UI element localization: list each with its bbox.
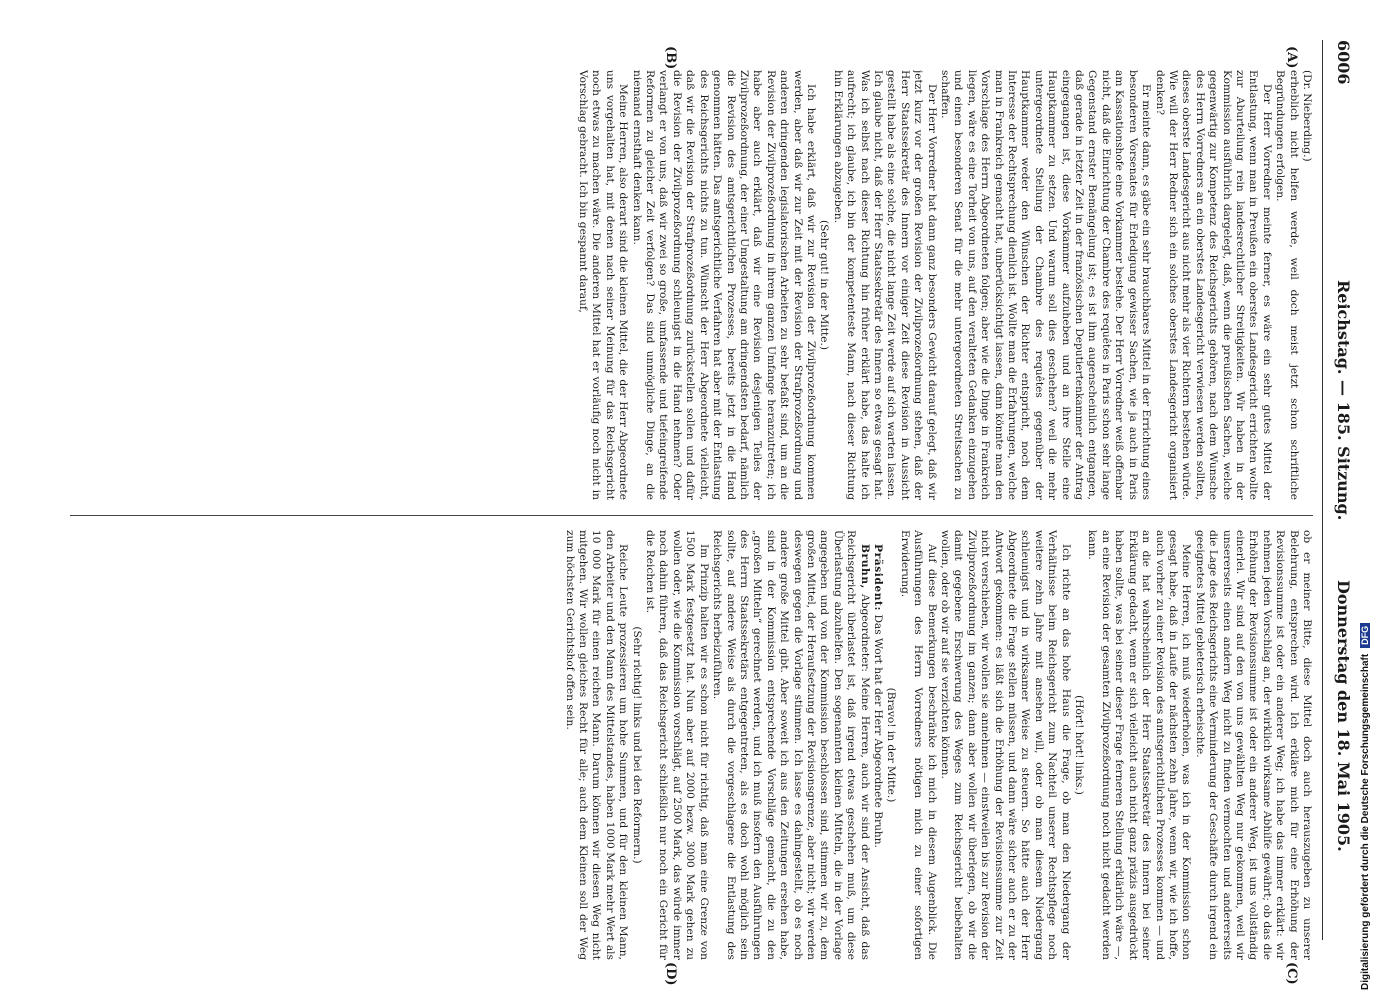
page-number: 6006 — [1334, 40, 1353, 85]
right-running-title: Donnerstag den 18. Mai 1905. — [1334, 580, 1353, 852]
interjection: (Bravo! in der Mitte.) — [885, 687, 898, 803]
credit-text: Digitalisierung gefördert durch die Deutsche Forschungsgemeinschaft — [1360, 653, 1371, 990]
page-header — [1325, 40, 1353, 940]
bruhn-paragraph — [710, 530, 871, 960]
paragraph: Meine Herren, also derart sind die kleinen Mittel, die der Herr Abgeordnete uns vorgehalten hat, mit denen nach seiner Meinung für das Reichsgericht noch etwas zu machen wäre. Die anderen Mittel hat er vorläufig noch nicht in Vorschlag gebracht. Ich bin gespannt darauf, — [577, 70, 630, 500]
margin-mark-b: (B) — [663, 46, 678, 70]
paragraph: Auf diese Bemerkungen beschränke ich mich in diesem Augenblick. Die Ausführungen des Herrn Vorredners nötigen mich zu einer sofortigen Erwiderung. — [898, 530, 938, 960]
paragraph: Ich richte an das hohe Haus die Frage, ob man den Niedergang der Verhältnisse beim Reichsgericht zum Nachteil unserer Rechtspflege noch weitere zehn Jahre mit ansehen will, oder ob man diesem Niedergang schleunigst und in wirksamer Weise zu steuern. So hätte auch der Herr Abgeordnete die Frage stellen müssen, und dann wäre sicher auch er zu der Antwort gekommen: es läßt sich die Erhöhung der Revisionssumme zur Zeit nicht verschieben, wir wollen sie annehmen — einstweilen bis zur Revision der Zivilprozeßordnung im ganzen; dann aber wollen wir überlegen, ob wir die damit gegebene Erschwerung des Weges zum Reichsgericht beibehalten wollen, oder ob wir auf sie verzichten können. — [939, 530, 1072, 960]
speaker-name: Bruhn, — [858, 544, 871, 589]
column-divider — [70, 515, 1313, 516]
speaker-reference: (Dr. Nieberding.) — [1301, 70, 1313, 162]
speaker-role: Abgeordneter: — [858, 594, 871, 673]
margin-mark-a: (A) — [1284, 46, 1299, 69]
interjection: (Sehr gut! in der Mitte.) — [818, 220, 831, 350]
paragraph: Er meinte dann, es gäbe ein sehr brauchbares Mittel in der Errichtung eines besonderen Vorsenates für Erledigung gewisser Sachen, wie ja auch in Paris am Kassationshofe eine Vorkammer bestehe. Der Herr Vorredner weiß offenbar nicht, daß die Einrichtung der Chambre des requêtes in Paris schon sehr lange Gegenstand ernster Bemängelung ist; es ist ihm augenscheinlich entgangen, daß gerade in letzter Zeit in der französischen Deputiertenkammer der Antrag eingegangen ist, diese Vorkammer aufzuheben und an ihre Stelle eine Hauptkammer zu setzen. Und warum soll dies geschehen? weil die mehr untergeordnete Stellung der Chambre des requêtes gegenüber der Hauptkammer weder den Wünschen der Richter entspricht, noch dem Interesse der Rechtsprechung dienlich ist. Wollte man die Erfahrungen, welche man in Frankreich gemacht hat, unberücksichtigt lassen, dann könnte man den Vorschlage des Herrn Abgeordneten folgen; aber wie die Dinge in Frankreich liegen, wäre es eine Torheit von uns, auf den veralteten Gedanken einzugehen und einen besonderen Senat für die mehr untergeordneten Streitsachen zu schaffen. — [939, 70, 1153, 500]
president-text: Das Wort hat der Herr Abgeordnete Bruhn. — [872, 614, 884, 848]
interjection: (Sehr richtig! links und bei den Reformern.) — [630, 626, 643, 864]
president-label: Präsident: — [872, 544, 884, 612]
margin-mark-c: (C) — [1284, 962, 1299, 985]
digitization-credit — [1360, 623, 1371, 990]
paragraph: Ich habe erklärt, daß wir zur Revision der Zivilprozeßordnung kommen werden, aber daß wir zur Zeit mit der Revision der Strafprozeßordnung und anderen dringenden legislatorischen Arbeiten zu sehr befaßt sind, um an die Revision der Zivilprozeßordnung in ihrem ganzen Umfange heranzutreten; ich habe aber auch erklärt, daß wir eine Revision desjenigen Teiles der Zivilprozeßordnung, der einer Umgestaltung am dringendsten bedarf, nämlich die Revision des amtsgerichtlichen Prozesses, bereits jetzt in die Hand genommen hätten. Das amtsgerichtliche Verfahren hat aber mit der Entlastung des Reichsgerichts nichts zu tun. Wünscht der Herr Abgeordnete vielleicht, daß wir die Revision der Strafprozeßordnung zurückstellen sollen und dafür die Revision der Zivilprozeßordnung schleunigst in die Hand nehmen? Oder verlangt er von uns, daß wir zwei so große, umfassende und tiefeingreifende Reformen zu gleicher Zeit verfolgen? Das sind unmögliche Dinge, an die niemand ernsthaft denken kann. — [630, 70, 817, 500]
dfg-logo: DFG — [1360, 623, 1370, 648]
paragraph-text: Meine Herren, auch wir sind der Ansicht, daß das Reichsgericht überlastet ist, daß irgend etwas geschehen muß, um diese Überlastung abzuhelfen. Den sogenannten kleinen Mitteln, die in der Vorlage angegeben und von der Kommission beschlossen sind, stimmen wir zu, dem großen Mittel, der Heraufsetzung der Revisionsgrenze, aber nicht; wir werden deswegen gegen die Vorlage stimmen. Ich lasse es dahingestellt, ob es noch andere große Mittel gibt. Aber soweit ich aus den Zeitungen ersehen habe, sind in der Kommission entsprechende Vorschläge gemacht, die zu den „großen Mitteln“ gerechnet werden, und ich muß insofern den Ausführungen des Herrn Staatssekretärs entgegentreten, als es doch wohl möglich sein sollte, auf andere Weise als durch die vorgeschlagene die Entlastung des Reichsgerichts herbeizuführen. — [711, 530, 871, 960]
right-column — [70, 530, 1313, 960]
margin-mark-d: (D) — [663, 962, 678, 986]
left-running-title: Reichstag. — 185. Sitzung. — [1334, 280, 1353, 521]
paragraph: Der Herr Vorredner hat dann ganz besonders Gewicht darauf gelegt, daß wir jetzt kurz vor der großen Revision der Zivilprozeßordnung stehen, daß der Herr Staatssekretär des Innern vor einiger Zeit diese Revision in Aussicht gestellt habe als eine solche, die nicht lange Zeit werde auf sich warten lassen. Ich glaube nicht, daß der Herr Staatssekretär des Innern so etwas gesagt hat. Was ich selbst nach dieser Richtung hin früher erklärt habe, das halte ich aufrecht; ich glaube, ich bin der kompetenteste Mann, nach dieser Richtung hin Erklärungen abzugeben. — [831, 70, 938, 500]
paragraph: Reiche Leute prozessieren um hohe Summen, und für den kleinen Mann, den Arbeiter und den Mann des Mittelstandes, haben 1000 Mark mehr Wert als 10 000 Mark für einen reichen Mann. Darum können wir diesen Weg nicht mitgehen. Wir wollen gleiches Recht für alle; auch dem Kleinen soll der Weg zum höchsten Gerichtshof offen sein. — [563, 530, 630, 960]
interjection: (Hört! hört! links.) — [1073, 695, 1086, 795]
paragraph: erheblich nicht helfen werde, weil doch meist jetzt schon schriftliche Begründungen erfolgen. — [1274, 70, 1300, 500]
paragraph: ob er meiner Bitte, diese Mittel doch auch herauszugeben zu unserer Belehrung, entsprechen wird. Ich erkläre mich für eine Erhöhung der Revisionssumme ist oder ein anderer Weg; ich habe das immer erklärt: wir nehmen jeden Vorschlag an, der wirklich wirksame Abhilfe gewährt; ob das die Erhöhung der Revisionssumme ist oder ein anderer Weg, ist uns vollständig einerlei. Wir sind auf den von uns gewählten Weg nur gekommen, weil wir unsererseits einen andern Weg nicht zu finden vermochten und andererseits die Lage des Reichsgerichts eine Verminderung der Geschäfte durch irgend ein geeignetes Mittel gebieterisch erheischte. — [1193, 530, 1313, 960]
president-paragraph — [871, 530, 884, 960]
paragraph: Im Prinzip halten wir es schon nicht für richtig, daß man eine Grenze von 1500 Mark festgesetzt hat. Nun aber auf 2000 bezw. 3000 Mark gehen zu wollen oder, wie die Kommission vorschlägt, auf 2500 Mark, das würde immer noch dahin führen, daß das Reichsgericht schließlich nur noch ein Gericht für die Reichen ist. — [644, 530, 710, 960]
paragraph: Meine Herren, ich muß wiederholen, was ich in der Kommission schon gesagt habe, daß in Laufe der nächsten zehn Jahre, wenn wir, wie ich hoffe, auch vorher zu einer Revision des amtsgerichtlichen Prozesses kommen — und an die hat wahrscheinlich der Herr Staatssekretär des Innern bei seiner Erklärung gedacht, wenn er sich vielleicht auch nicht ganz präzis ausgedrückt haben sollte, was bei seiner dieser Frage ferneren Stellung erklärlich wäre —, an eine Revision der gesamten Zivilprozeßordnung noch nicht gedacht werden kann. — [1086, 530, 1193, 960]
paragraph: Der Herr Vorredner meinte ferner, es wäre ein sehr gutes Mittel der Entlastung, wenn man in Preußen ein oberstes Landesgericht errichten wollte zur Aburteilung rein landesrechtlicher Streitigkeiten. Wir haben in der Kommission ausführlich dargelegt, daß, wenn die preußischen Sachen, welche gegenwärtig zur Kompetenz des Reichsgerichts gehören, nach dem Wunsche des Herrn Vorredners an ein oberstes Landesgericht verwiesen werden sollten, dieses oberste Landesgericht aus nicht mehr als vier Richtern bestehen würde. Wie will der Herr Redner sich ein solches oberstes Landesgericht organisiert denken? — [1153, 70, 1273, 500]
header-rule — [1322, 40, 1323, 940]
left-column — [70, 70, 1313, 500]
